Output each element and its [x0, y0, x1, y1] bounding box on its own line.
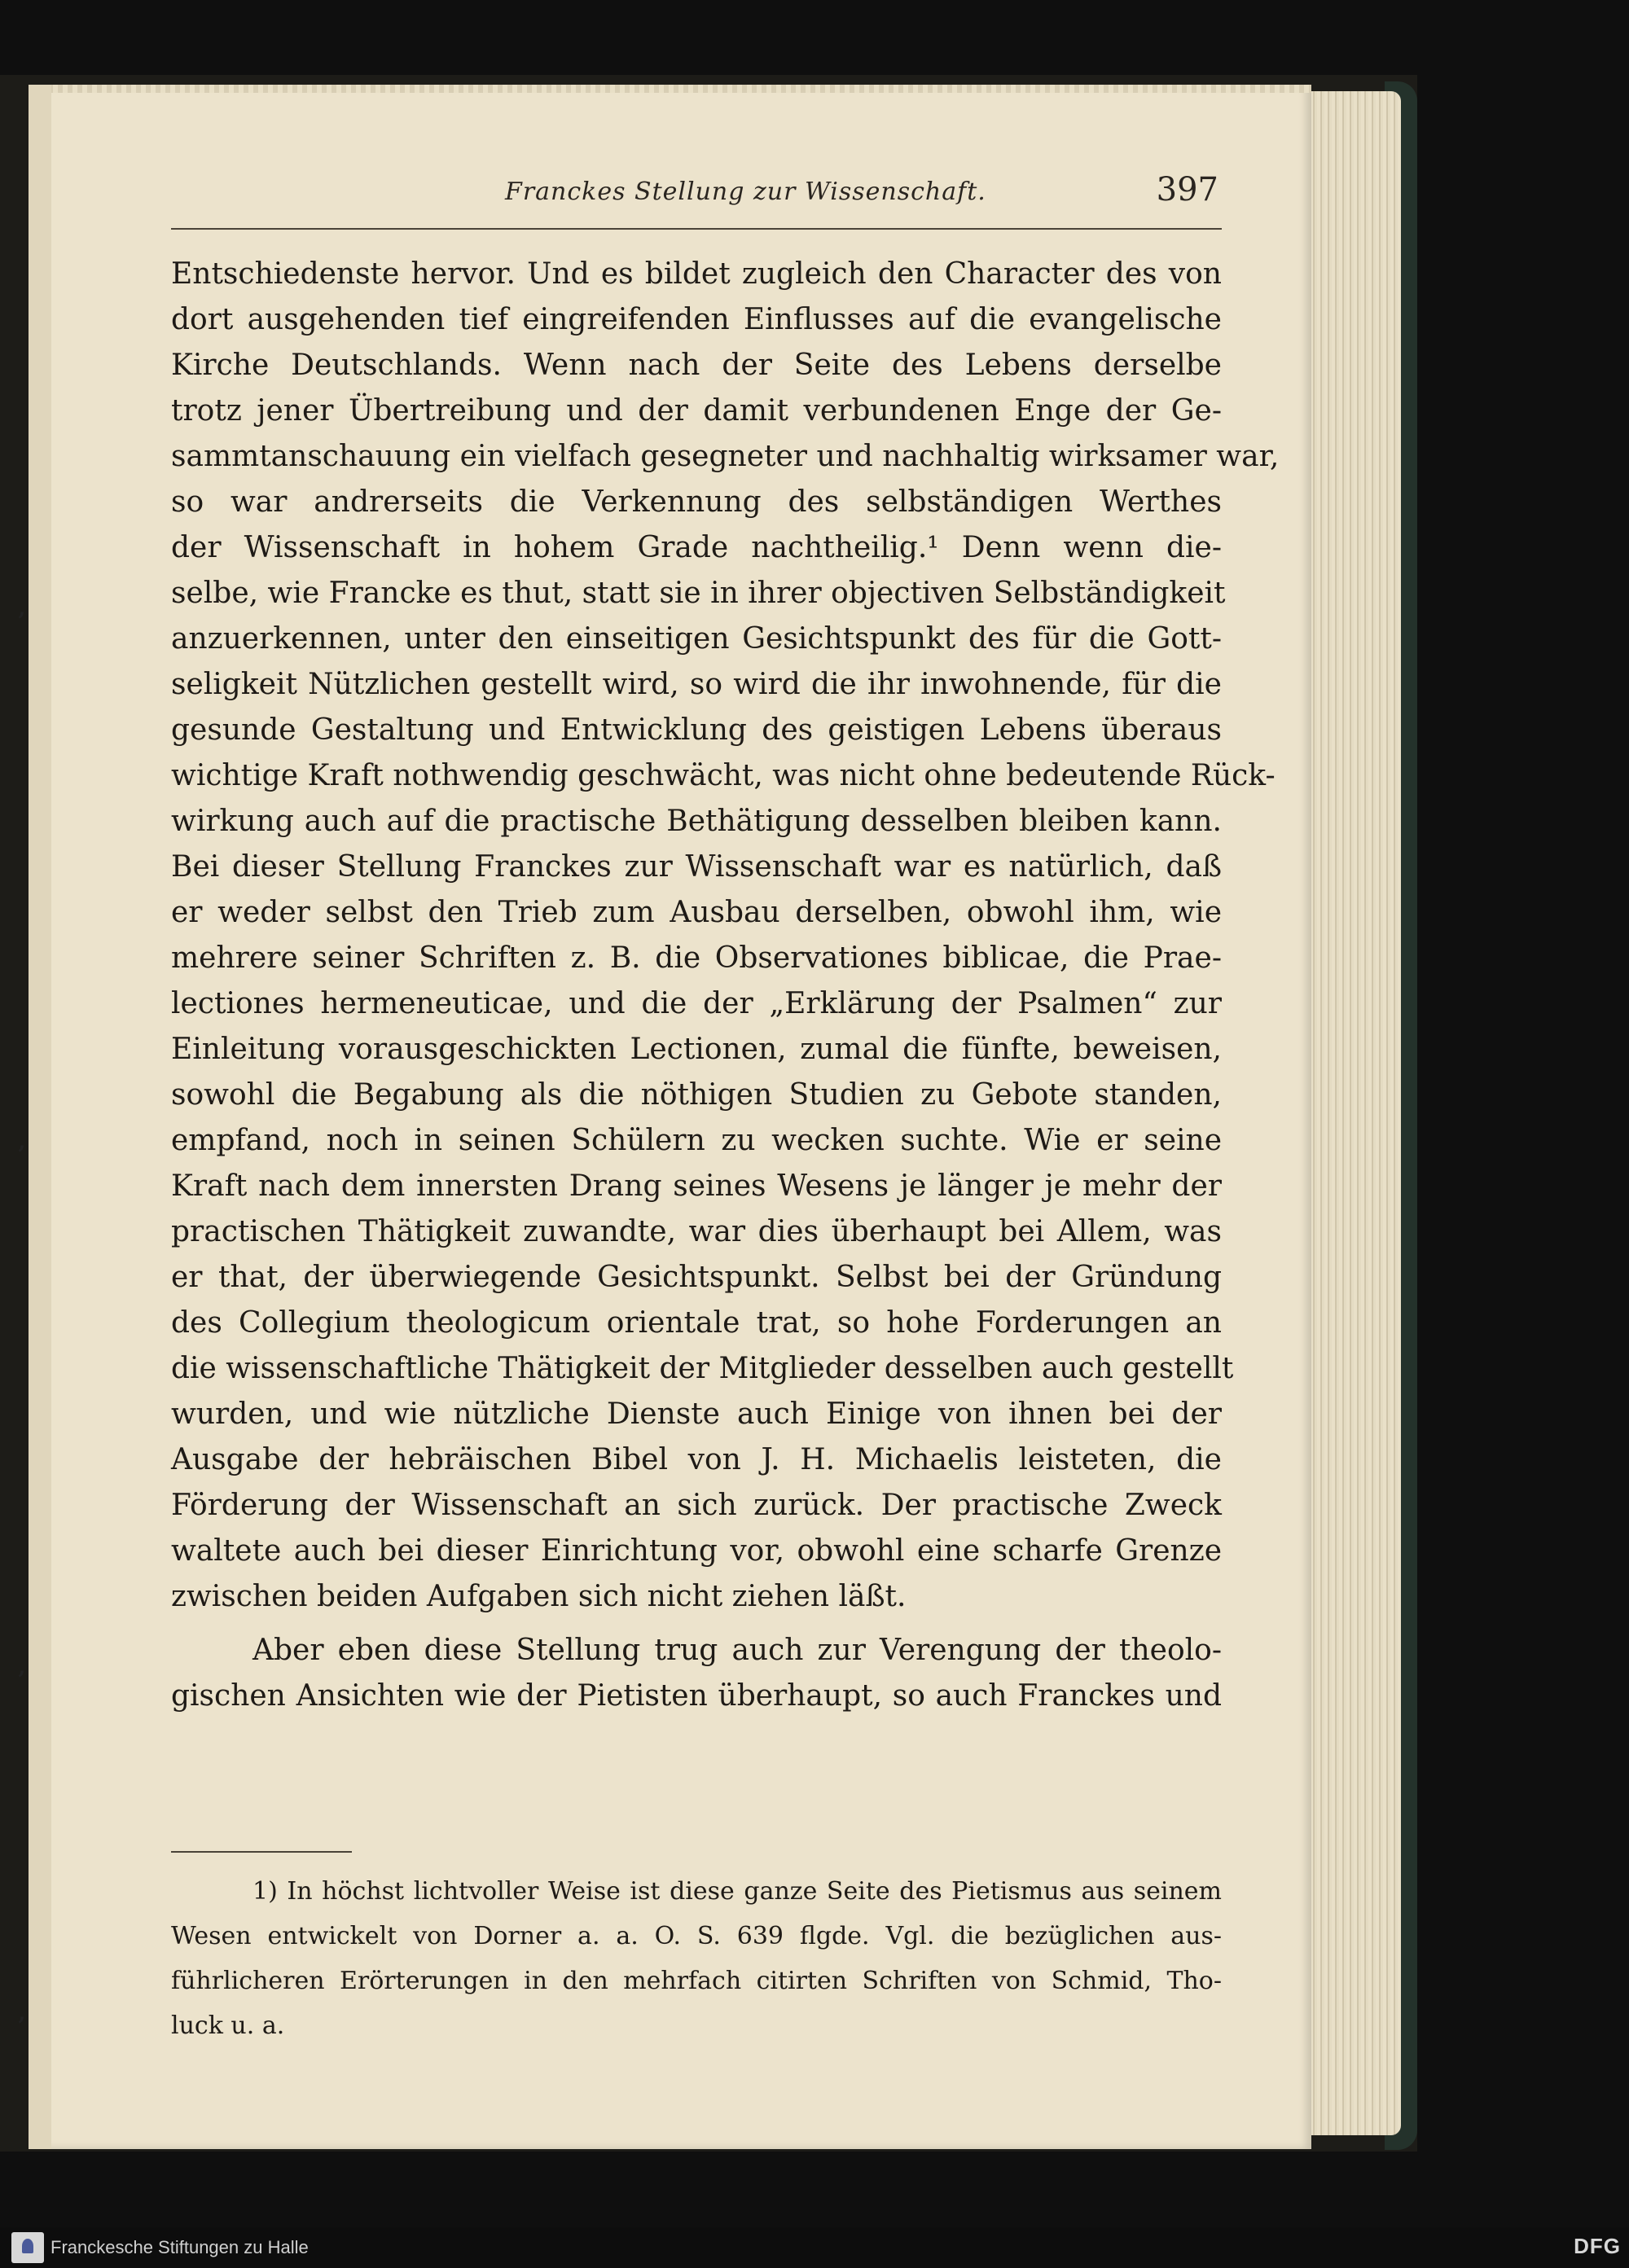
margin-mark: ‚ [18, 1999, 26, 2026]
text-line: Kraft nach dem innersten Drang seines Wesens je länger je mehr der [171, 1169, 1222, 1203]
text-line: sowohl die Begabung als die nöthigen Studien zu Gebote standen, [171, 1078, 1222, 1112]
margin-mark: ‚ [18, 1128, 26, 1155]
text-line: practischen Thätigkeit zuwandte, war dies überhaupt bei Allem, was [171, 1215, 1222, 1248]
text-line: gesunde Gestaltung und Entwicklung des geistigen Lebens überaus [171, 713, 1222, 747]
dfg-logo: DFG [1574, 2234, 1621, 2258]
text-line: empfand, noch in seinen Schülern zu wecken suchte. Wie er seine [171, 1124, 1222, 1157]
footnote-line: Wesen entwickelt von Dorner a. a. O. S. 639 flgde. Vgl. die bezüglichen aus- [171, 1922, 1222, 1950]
text-line: die wissenschaftliche Thätigkeit der Mitglieder desselben auch gestellt [171, 1352, 1234, 1385]
text-line: wirkung auch auf die practische Bethätigung desselben bleiben kann. [171, 805, 1222, 838]
running-head [171, 171, 1222, 230]
text-line: Einleitung vorausgeschickten Lectionen, zumal die fünfte, beweisen, [171, 1033, 1222, 1066]
book-page [29, 85, 1311, 2149]
margin-mark: ‚ [18, 1653, 26, 1680]
text-line: er weder selbst den Trieb zum Ausbau derselben, obwohl ihm, wie [171, 896, 1222, 929]
viewer-footer [0, 2227, 1629, 2268]
text-line: Ausgabe der hebräischen Bibel von J. H. Michaelis leisteten, die [171, 1443, 1222, 1476]
text-line: er that, der überwiegende Gesichtspunkt. Selbst bei der Gründung [171, 1261, 1222, 1294]
text-line: dort ausgehenden tief eingreifenden Einflusses auf die evangelische [171, 303, 1222, 336]
margin-mark: ‚ [18, 594, 26, 621]
text-line: der Wissenschaft in hohem Grade nachtheilig.¹ Denn wenn die- [171, 531, 1222, 564]
text-line: selbe, wie Francke es thut, statt sie in ihrer objectiven Selbständigkeit [171, 577, 1226, 610]
text-line: sammtanschauung ein vielfach gesegneter und nachhaltig wirksamer war, [171, 440, 1280, 473]
footnote-line: führlicheren Erörterungen in den mehrfach citirten Schriften von Schmid, Tho- [171, 1967, 1222, 1995]
page-binding [29, 85, 51, 2149]
institution-logo-icon [11, 2232, 44, 2263]
text-line: Kirche Deutschlands. Wenn nach der Seite des Lebens derselbe [171, 349, 1222, 382]
text-line: waltete auch bei dieser Einrichtung vor, obwohl eine scharfe Grenze [171, 1534, 1222, 1568]
text-line: wichtige Kraft nothwendig geschwächt, was nicht ohne bedeutende Rück- [171, 759, 1276, 792]
text-line: Förderung der Wissenschaft an sich zurück. Der practische Zweck [171, 1489, 1222, 1522]
footnote-line: luck u. a. [171, 2011, 285, 2040]
text-line: Aber eben diese Stellung trug auch zur Verengung der theolo- [252, 1634, 1222, 1667]
page-number: 397 [1156, 171, 1218, 208]
footnote-rule [171, 1851, 352, 1853]
text-line: wurden, und wie nützliche Dienste auch Einige von ihnen bei der [171, 1397, 1222, 1431]
text-line: seligkeit Nützlichen gestellt wird, so wird die ihr inwohnende, für die [171, 668, 1222, 701]
text-line: des Collegium theologicum orientale trat, so hohe Forderungen an [171, 1306, 1222, 1340]
footer-institution: Franckesche Stiftungen zu Halle [50, 2237, 309, 2257]
running-title: Franckes Stellung zur Wissenschaft. [505, 178, 986, 206]
text-line: Entschiedenste hervor. Und es bildet zugleich den Character des von [171, 257, 1222, 291]
text-line: gischen Ansichten wie der Pietisten überhaupt, so auch Franckes und [171, 1679, 1222, 1713]
footnote-line: 1) In höchst lichtvoller Weise ist diese ganze Seite des Pietismus aus seinem [252, 1877, 1222, 1906]
text-line: trotz jener Übertreibung und der damit verbundenen Enge der Ge- [171, 394, 1222, 428]
page-top-border [29, 85, 1311, 93]
text-line: mehrere seiner Schriften z. B. die Observationes biblicae, die Prae- [171, 941, 1222, 975]
text-line: anzuerkennen, unter den einseitigen Gesichtspunkt des für die Gott- [171, 622, 1222, 656]
text-line: Bei dieser Stellung Franckes zur Wissenschaft war es natürlich, daß [171, 850, 1222, 884]
text-line: so war andrerseits die Verkennung des selbständigen Werthes [171, 485, 1222, 519]
text-line: lectiones hermeneuticae, und die der „Erklärung der Psalmen“ zur [171, 987, 1222, 1020]
text-line: zwischen beiden Aufgaben sich nicht ziehen läßt. [171, 1580, 907, 1613]
